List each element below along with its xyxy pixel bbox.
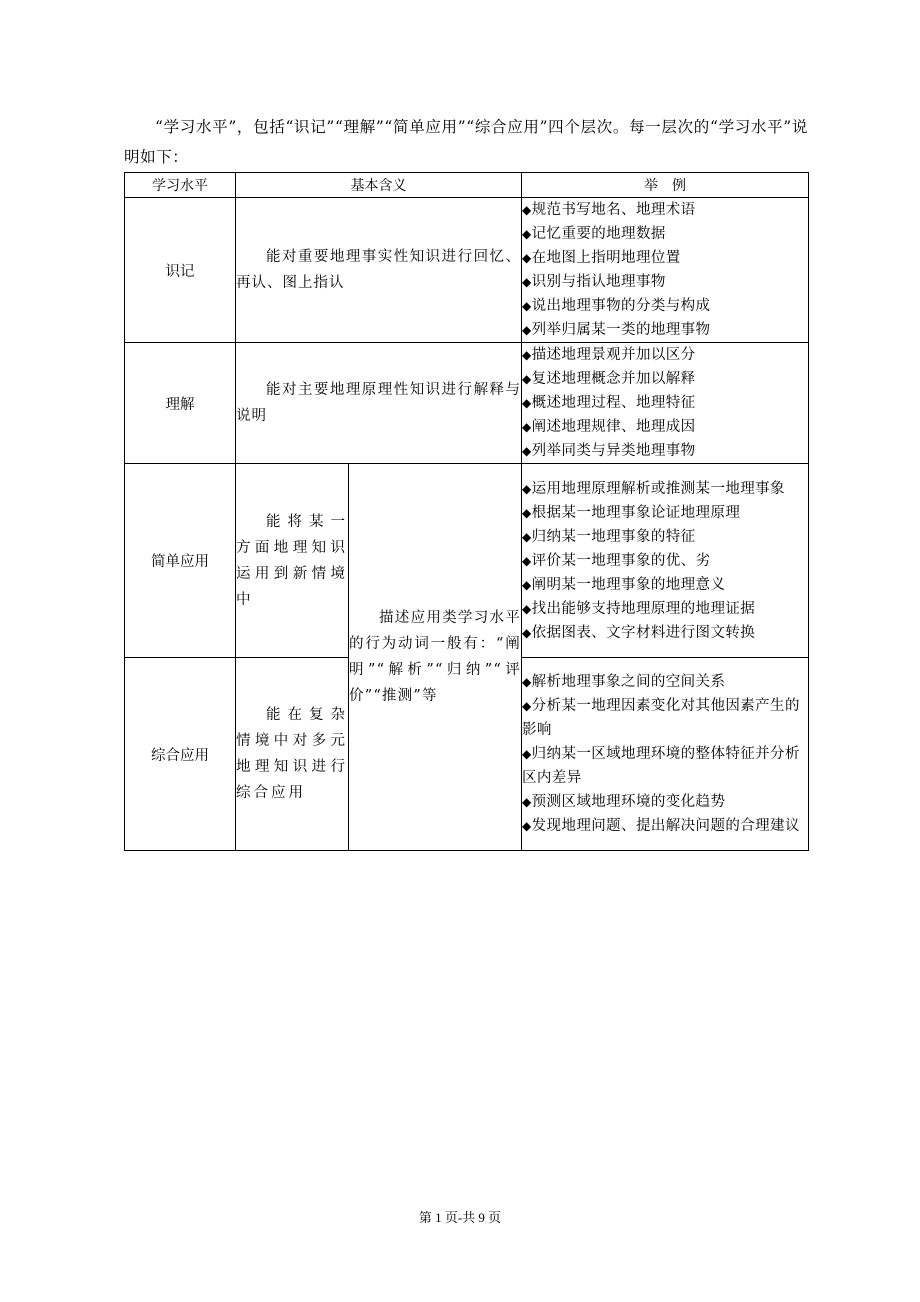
- diamond-bullet-icon: ◆: [522, 577, 532, 592]
- example-item: [522, 621, 808, 645]
- example-item-text: 评价某一地理事象的优、劣: [531, 552, 711, 569]
- example-item: [522, 222, 808, 246]
- example-item-text: 根据某一地理事象论证地理原理: [531, 504, 741, 521]
- example-item: [522, 814, 808, 838]
- diamond-bullet-icon: ◆: [522, 699, 532, 713]
- examples-understand: [522, 343, 809, 464]
- example-item: [522, 670, 808, 694]
- meaning-understand-text: 能对主要地理原理性知识进行解释与说明: [236, 382, 521, 424]
- example-item: [522, 343, 808, 367]
- level-simple-application: 简单应用: [125, 464, 236, 658]
- examples-comprehensive-application: [522, 658, 809, 851]
- example-item: [522, 549, 808, 573]
- table-row-recall: [125, 198, 809, 343]
- example-item-text: 列举同类与异类地理事物: [531, 443, 696, 459]
- example-item-text: 归纳某一地理事象的特征: [531, 528, 696, 545]
- diamond-bullet-icon: ◆: [522, 747, 532, 761]
- diamond-bullet-icon: ◆: [522, 675, 532, 689]
- meaning-simple-application: [236, 464, 349, 658]
- header-examples: 举 例: [522, 173, 809, 198]
- diamond-bullet-icon: ◆: [522, 795, 532, 809]
- diamond-bullet-icon: ◆: [522, 323, 532, 337]
- example-item-text: 描述地理景观并加以区分: [531, 347, 696, 363]
- diamond-bullet-icon: ◆: [522, 505, 532, 520]
- diamond-bullet-icon: ◆: [522, 203, 532, 217]
- example-item-text: 记忆重要的地理数据: [531, 226, 666, 242]
- example-item-text: 解析地理事象之间的空间关系: [531, 674, 726, 690]
- application-verbs-text: 描述应用类学习水平的行为动词一般有：“阐明”“解析”“归纳”“评价”“推测”等: [349, 610, 521, 704]
- example-item: [522, 391, 808, 415]
- intro-text: “学习水平”，包括“识记”“理解”“简单应用”“综合应用”四个层次。每一层次的“学习水平”说明如下：: [124, 118, 808, 166]
- example-item: [522, 367, 808, 391]
- example-item: [522, 573, 808, 597]
- example-item-text: 发现地理问题、提出解决问题的合理建议: [531, 818, 800, 834]
- example-item-text: 概述地理过程、地理特征: [531, 395, 696, 411]
- diamond-bullet-icon: ◆: [522, 601, 532, 616]
- examples-recall: [522, 198, 809, 343]
- meaning-recall-text: 能对重要地理事实性知识进行回忆、再认、图上指认: [236, 249, 521, 291]
- meaning-comprehensive-application: [236, 658, 349, 851]
- example-item: [522, 790, 808, 814]
- table-row-understand: [125, 343, 809, 464]
- level-comprehensive-application: 综合应用: [125, 658, 236, 851]
- intro-paragraph: [124, 112, 808, 172]
- example-item: [522, 415, 808, 439]
- example-item-text: 阐述地理规律、地理成因: [531, 419, 696, 435]
- application-verbs-cell: [349, 464, 522, 851]
- example-item: [522, 198, 808, 222]
- example-item-text: 复述地理概念并加以解释: [531, 371, 696, 387]
- example-item-text: 阐明某一地理事象的地理意义: [531, 576, 726, 593]
- example-item-text: 运用地理原理解析或推测某一地理事象: [531, 480, 785, 497]
- meaning-recall: [236, 198, 522, 343]
- example-item: [522, 525, 808, 549]
- example-item: [522, 318, 808, 342]
- diamond-bullet-icon: ◆: [522, 348, 532, 362]
- example-item: [522, 477, 808, 501]
- level-understand: 理解: [125, 343, 236, 464]
- example-item-text: 在地图上指明地理位置: [531, 250, 681, 266]
- example-item-text: 规范书写地名、地理术语: [531, 202, 696, 218]
- example-item-text: 分析某一地理因素变化对其他因素产生的影响: [522, 698, 800, 738]
- diamond-bullet-icon: ◆: [522, 275, 532, 289]
- examples-simple-application: [522, 464, 809, 658]
- diamond-bullet-icon: ◆: [522, 553, 532, 568]
- table-header-row: [125, 173, 809, 198]
- level-recall: 识记: [125, 198, 236, 343]
- example-item: [522, 597, 808, 621]
- example-item-text: 归纳某一区域地理环境的整体特征并分析区内差异: [522, 746, 800, 786]
- table-row-simple-application: [125, 464, 809, 658]
- example-item-text: 列举归属某一类的地理事物: [531, 322, 711, 338]
- example-item-text: 识别与指认地理事物: [531, 274, 666, 290]
- example-item: [522, 246, 808, 270]
- example-item-text: 找出能够支持地理原理的地理证据: [531, 600, 756, 617]
- diamond-bullet-icon: ◆: [522, 819, 532, 833]
- diamond-bullet-icon: ◆: [522, 372, 532, 386]
- example-item: [522, 439, 808, 463]
- example-item: [522, 694, 808, 742]
- header-meaning: 基本含义: [236, 173, 522, 198]
- meaning-understand: [236, 343, 522, 464]
- page-footer: 第 1 页-共 9 页: [418, 1210, 502, 1225]
- learning-level-table: [124, 172, 809, 851]
- example-item: [522, 270, 808, 294]
- example-item-text: 说出地理事物的分类与构成: [531, 298, 711, 314]
- diamond-bullet-icon: ◆: [522, 420, 532, 434]
- example-item-text: 预测区域地理环境的变化趋势: [531, 794, 726, 810]
- diamond-bullet-icon: ◆: [522, 227, 532, 241]
- example-item: [522, 294, 808, 318]
- diamond-bullet-icon: ◆: [522, 299, 532, 313]
- meaning-simple-application-text: 能将某一方面地理知识运用到新情境中: [236, 513, 348, 608]
- diamond-bullet-icon: ◆: [522, 625, 532, 640]
- diamond-bullet-icon: ◆: [522, 396, 532, 410]
- example-item-text: 依据图表、文字材料进行图文转换: [531, 624, 756, 641]
- example-item: [522, 742, 808, 790]
- diamond-bullet-icon: ◆: [522, 251, 532, 265]
- diamond-bullet-icon: ◆: [522, 481, 532, 496]
- meaning-comprehensive-application-text: 能在复杂情境中对多元地理知识进行综合应用: [236, 707, 348, 801]
- example-item: [522, 501, 808, 525]
- header-level: 学习水平: [125, 173, 236, 198]
- diamond-bullet-icon: ◆: [522, 529, 532, 544]
- diamond-bullet-icon: ◆: [522, 444, 532, 458]
